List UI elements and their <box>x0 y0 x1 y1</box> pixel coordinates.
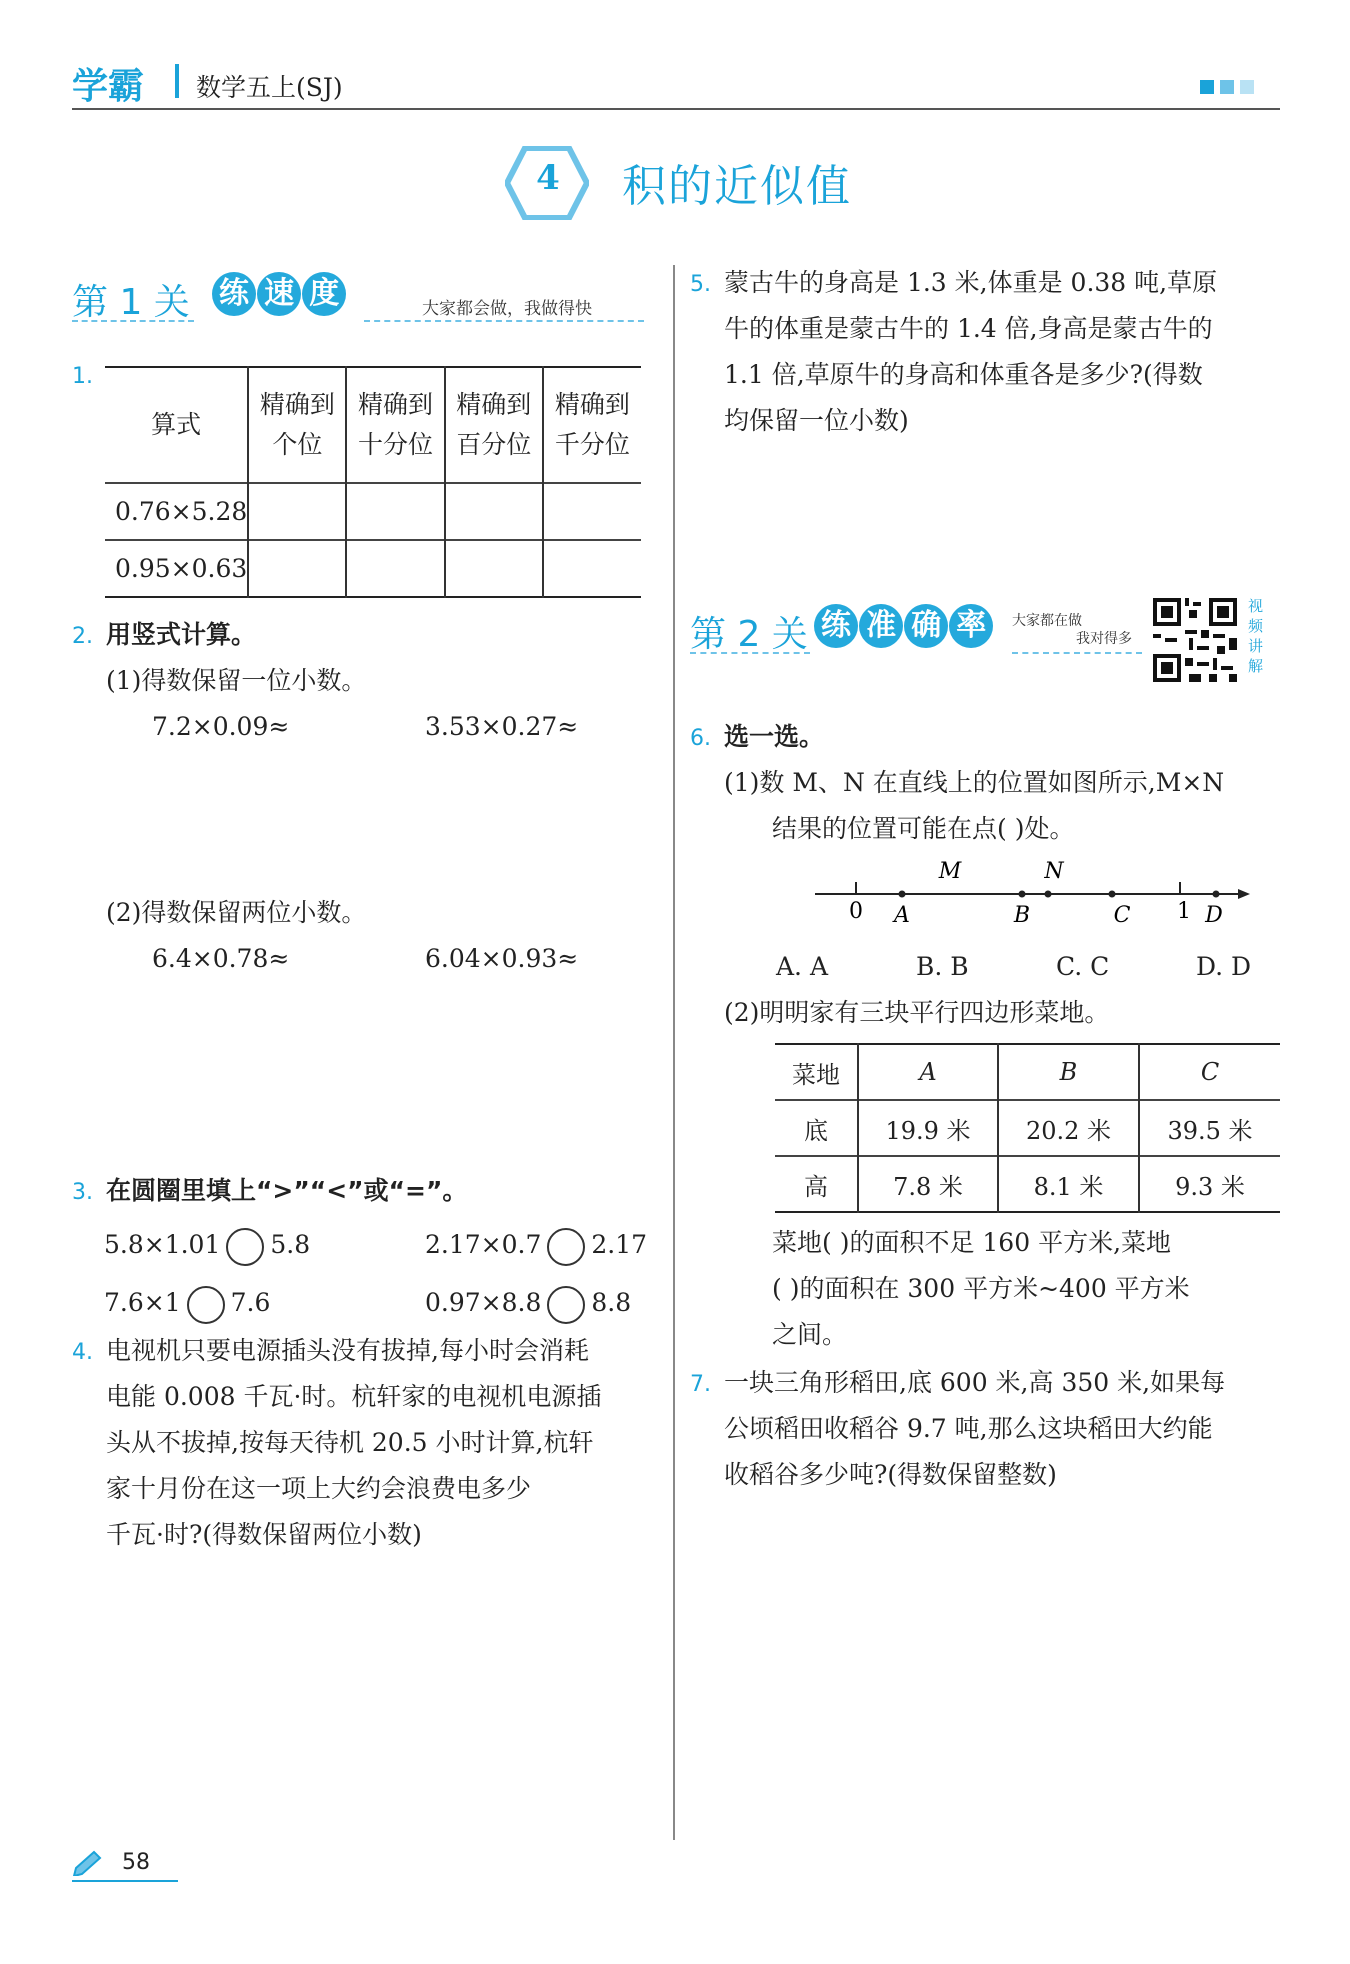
table-cell: 39.5 米 <box>1139 1100 1280 1156</box>
answer-cell[interactable] <box>346 483 444 540</box>
q6-part1-line2: 结果的位置可能在点( )处。 <box>772 814 1075 843</box>
table-row <box>105 540 641 597</box>
table-header: 菜地 <box>792 1060 840 1089</box>
option-a[interactable]: A. A <box>776 952 829 981</box>
point-label-b: B <box>1013 903 1031 928</box>
option-d[interactable]: D. D <box>1196 952 1252 981</box>
table-cell: 20.2 米 <box>998 1100 1139 1156</box>
point-label-0: 0 <box>849 899 863 924</box>
answer-cell[interactable] <box>346 540 444 597</box>
q2-part2: (2)得数保留两位小数。 <box>106 898 367 927</box>
page-number: 58 <box>122 1850 150 1875</box>
answer-cell[interactable] <box>248 540 346 597</box>
level1-char: 速 <box>257 272 301 316</box>
footer-rule <box>72 1880 178 1882</box>
q6-table <box>775 1043 1280 1213</box>
table-header: 算式 <box>151 410 202 439</box>
q7-text: 一块三角形稻田,底 600 米,高 350 米,如果每 公顷稻田收稻谷 9.7 吨,那么这块稻田大约能 收稻谷多少吨?(得数保留整数) <box>724 1368 1226 1489</box>
table-row <box>775 1156 1280 1212</box>
q6-title: 选一选。 <box>724 722 825 751</box>
table-row <box>775 1100 1280 1156</box>
q2-item: 3.53×0.27≈ <box>425 712 579 741</box>
book-title: 数学五上(SJ) <box>196 73 343 102</box>
option-c[interactable]: C. C <box>1056 952 1110 981</box>
brand-separator <box>175 64 179 98</box>
q3-item: 0.97×8.8 8.8 <box>425 1280 631 1326</box>
pencil-icon <box>72 1848 104 1876</box>
level2-char: 练 <box>814 604 858 648</box>
table-cell: 19.9 米 <box>858 1100 998 1156</box>
answer-cell[interactable] <box>445 540 543 597</box>
q2-item: 7.2×0.09≈ <box>152 712 290 741</box>
q6-part2: (2)明明家有三块平行四边形菜地。 <box>724 998 1110 1027</box>
q3-number: 3. <box>72 1180 93 1205</box>
level2-note-underline <box>1012 652 1142 654</box>
level2-char: 率 <box>949 604 993 648</box>
level2-underline <box>690 652 810 654</box>
level1-note-underline <box>364 320 644 322</box>
answer-cell[interactable] <box>248 483 346 540</box>
point-label-a: A <box>894 903 910 928</box>
brand-logo: 学霸 <box>72 66 145 107</box>
q7-number: 7. <box>690 1372 711 1397</box>
table-header: 精确到 个位 <box>248 367 346 483</box>
q2-part1: (1)得数保留一位小数。 <box>106 666 367 695</box>
table-cell: 0.76×5.28 <box>105 483 248 540</box>
q2-title: 用竖式计算。 <box>106 620 257 649</box>
lesson-title: 积的近似值 <box>622 161 852 212</box>
answer-cell[interactable] <box>543 540 641 597</box>
table-row <box>105 483 641 540</box>
level2-char: 确 <box>904 604 948 648</box>
table-header: 精确到 百分位 <box>445 367 543 483</box>
level2-note: 大家都在做 <box>1012 613 1082 629</box>
compare-circle[interactable] <box>547 1228 585 1266</box>
table-header: 精确到 千分位 <box>543 367 641 483</box>
table-cell: 0.95×0.63 <box>105 540 248 597</box>
table-cell: 高 <box>775 1156 858 1212</box>
number-line <box>810 856 1260 936</box>
table-cell: 9.3 米 <box>1139 1156 1280 1212</box>
q3-item: 2.17×0.7 2.17 <box>425 1222 647 1268</box>
compare-circle[interactable] <box>187 1286 225 1324</box>
q2-item: 6.4×0.78≈ <box>152 944 290 973</box>
level2-badge <box>814 604 989 648</box>
compare-circle[interactable] <box>226 1228 264 1266</box>
q4-text: 电视机只要电源插头没有拔掉,每小时会消耗 电能 0.008 千瓦·时。杭轩家的电视机电源插 头从不拔掉,按每天待机 20.5 小时计算,杭轩 家十月份在这一项上大约会浪费电多少 千瓦·时?(得数保留两位小数) <box>106 1336 602 1549</box>
compare-circle[interactable] <box>547 1286 585 1324</box>
lesson-number: 4 <box>536 158 560 198</box>
header-decoration <box>1200 80 1254 94</box>
level2-note: 我对得多 <box>1076 631 1132 647</box>
table-header: A <box>858 1044 998 1100</box>
q6-number: 6. <box>690 726 711 751</box>
answer-cell[interactable] <box>543 483 641 540</box>
table-header: C <box>1139 1044 1280 1100</box>
level1-badge <box>212 272 342 316</box>
level1-underline <box>72 320 194 322</box>
q3-item: 5.8×1.01 5.8 <box>104 1222 310 1268</box>
level2-label: 第 2 关 <box>690 614 808 655</box>
table-cell: 底 <box>775 1100 858 1156</box>
table-row <box>775 1044 1280 1100</box>
q3-title: 在圆圈里填上“>”“<”或“=”。 <box>106 1176 468 1205</box>
q2-number: 2. <box>72 624 93 649</box>
q3-item: 7.6×1 7.6 <box>104 1280 270 1326</box>
level1-note: 大家都会做，我做得快 <box>422 299 592 319</box>
q1-table <box>105 366 641 598</box>
q5-number: 5. <box>690 272 711 297</box>
point-label-d: D <box>1205 903 1223 928</box>
q4-number: 4. <box>72 1340 93 1365</box>
point-label-c: C <box>1113 903 1131 928</box>
point-label-n: N <box>1044 859 1064 884</box>
column-divider <box>673 265 675 1840</box>
level1-label: 第 1 关 <box>72 282 190 323</box>
point-label-m: M <box>938 859 962 884</box>
level1-char: 度 <box>302 272 346 316</box>
header-rule <box>72 108 1280 110</box>
qr-code-icon[interactable] <box>1153 598 1237 682</box>
table-cell: 8.1 米 <box>998 1156 1139 1212</box>
q6-answer: 菜地( )的面积不足 160 平方米,菜地 ( )的面积在 300 平方米~400 平方米 之间。 <box>772 1228 1190 1349</box>
table-cell: 7.8 米 <box>858 1156 998 1212</box>
point-label-1: 1 <box>1177 899 1191 924</box>
table-header: B <box>998 1044 1139 1100</box>
level1-char: 练 <box>212 272 256 316</box>
table-header: 精确到 十分位 <box>346 367 444 483</box>
answer-cell[interactable] <box>445 483 543 540</box>
q6-part1-line1: (1)数 M、N 在直线上的位置如图所示,M×N <box>724 768 1225 797</box>
q1-number: 1. <box>72 364 93 389</box>
q5-text: 蒙古牛的身高是 1.3 米,体重是 0.38 吨,草原 牛的体重是蒙古牛的 1.4 倍,身高是蒙古牛的 1.1 倍,草原牛的身高和体重各是多少?(得数 均保留一位小数) <box>724 268 1218 435</box>
q2-item: 6.04×0.93≈ <box>425 944 579 973</box>
video-label[interactable]: 视频讲解 <box>1248 597 1264 675</box>
option-b[interactable]: B. B <box>916 952 969 981</box>
level2-char: 准 <box>859 604 903 648</box>
